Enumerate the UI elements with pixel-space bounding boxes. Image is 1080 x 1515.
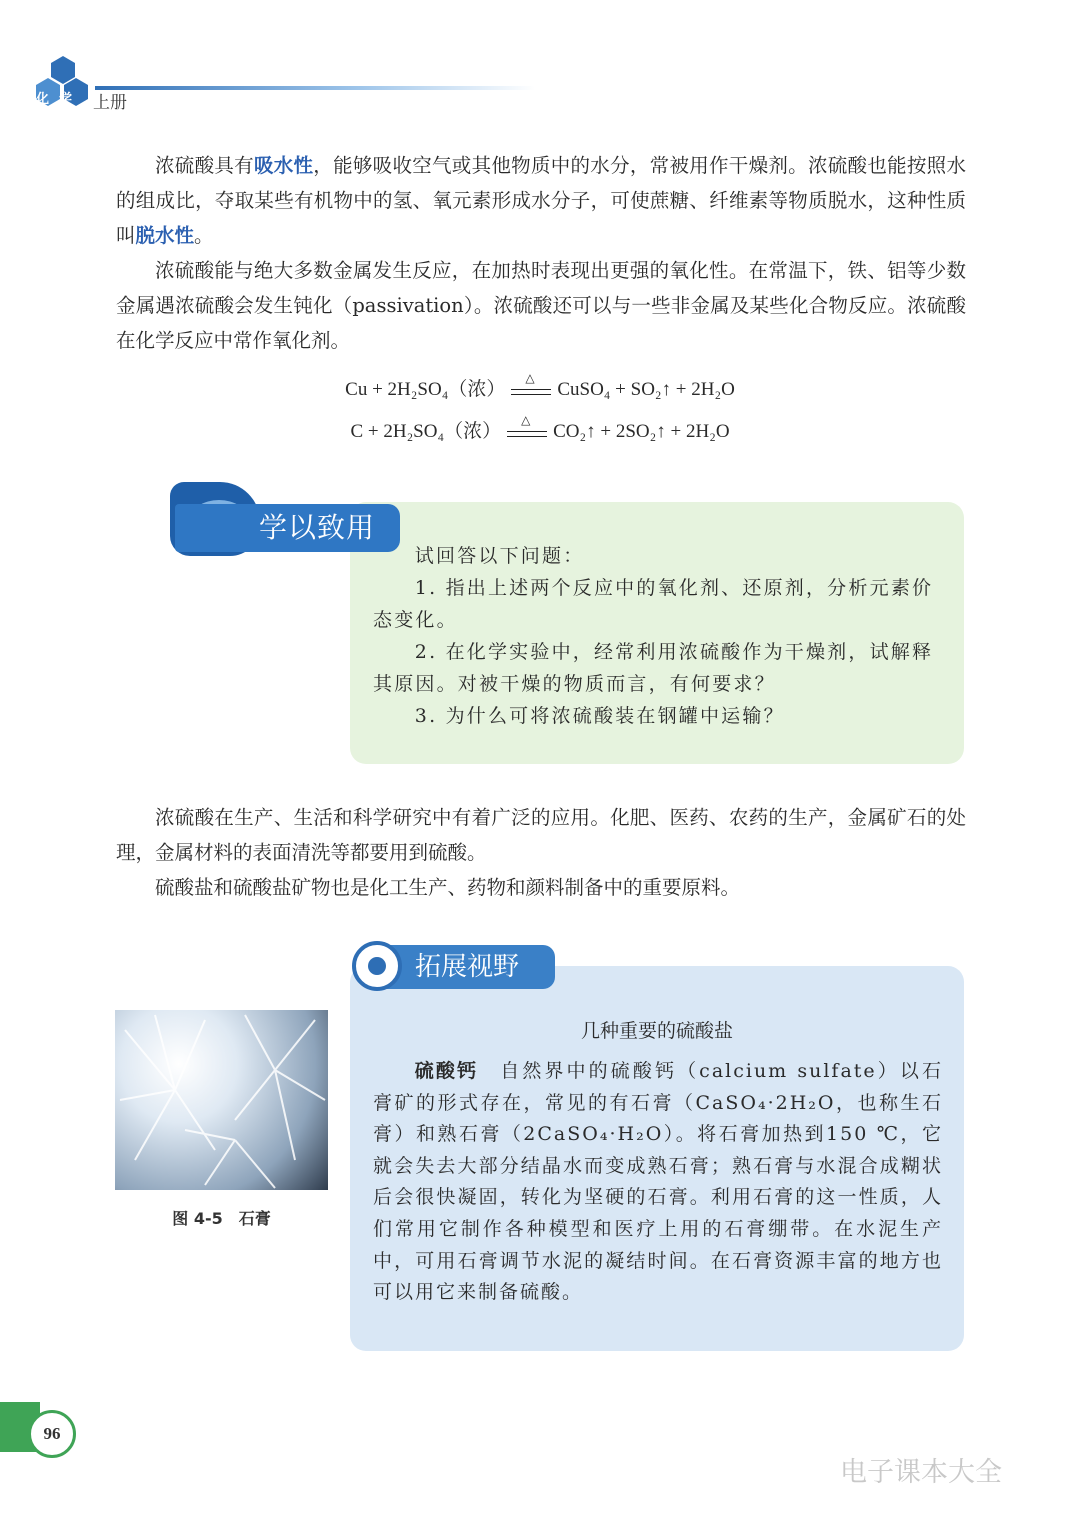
volume-label: 上册 [93,93,127,113]
extension-text [373,1056,943,1309]
gypsum-photo [115,1010,328,1190]
keyword-dehydration: 脱水性 [135,224,195,247]
practice-questions [373,540,943,732]
intro-paragraph-1: 浓硫酸具有吸水性，能够吸收空气或其他物质中的水分，常被用作干燥剂。浓硫酸也能按照水的组成比，夺取某些有机物中的氢、氧元素形成水分子，可使蔗糖、纤维素等物质脱水，这种性质叫脱水性。 [116,154,966,247]
page-number: 96 [28,1410,76,1458]
practice-question-1: 1. 指出上述两个反应中的氧化剂、还原剂，分析元素价态变化。 [373,577,934,631]
practice-question-2: 2. 在化学实验中，经常利用浓硫酸作为干燥剂，试解释其原因。对被干燥的物质而言，有何要求？ [373,641,934,695]
practice-question-3: 3. 为什么可将浓硫酸装在钢罐中运输？ [414,705,785,727]
subject-badge: 化学 [36,92,83,107]
term-calcium-sulfate: 硫酸钙 [414,1060,479,1082]
extension-title: 拓展视野 [355,945,555,989]
header-rule [95,86,535,90]
practice-intro: 试回答以下问题： [414,545,585,567]
applications-text [116,800,966,905]
intro-text [116,148,966,358]
watermark: 电子课本大全 [840,1457,1002,1488]
equation-2: C + 2H₂SO₄（浓） △ CO₂↑ + 2SO₂↑ + 2H₂O [350,412,730,442]
extension-body: 自然界中的硫酸钙（calcium sulfate）以石膏矿的形式存在，常见的有石膏（CaSO₄·2H₂O，也称生石膏）和熟石膏（2CaSO₄·H₂O）。将石膏加热到150 ℃，它就会失去大部分结晶水而变成熟石膏；熟石膏与水混合成糊状后会很快凝固，转化为坚硬的石膏。利用石膏的这一性质，人们常用它制作各种模型和医疗上用的石膏绷带。在水泥生产中，可用石膏调节水泥的凝结时间。在石膏资源丰富的地方也可以用它来制备硫酸。 [373,1060,943,1304]
intro-paragraph-2: 浓硫酸能与绝大多数金属发生反应，在加热时表现出更强的氧化性。在常温下，铁、铝等少数金属遇浓硫酸会发生钝化（passivation）。浓硫酸还可以与一些非金属及某些化合物反应。浓硫酸在化学反应中常作氧化剂。 [116,259,966,352]
keyword-hygroscopic: 吸水性 [253,154,314,177]
applications-paragraph-1: 浓硫酸在生产、生活和科学研究中有着广泛的应用。化肥、医药、农药的生产，金属矿石的处理，金属材料的表面清洗等都要用到硫酸。 [116,806,966,864]
eye-pupil [368,957,386,975]
heat-condition-icon: △ [509,381,553,401]
practice-title: 学以致用 [175,504,400,552]
heat-condition-icon: △ [505,423,549,443]
extension-heading: 几种重要的硫酸盐 [580,1020,733,1042]
figure-caption: 图 4-5 石膏 [172,1209,271,1228]
applications-paragraph-2: 硫酸盐和硫酸盐矿物也是化工生产、药物和颜料制备中的重要原料。 [155,876,741,899]
equation-1: Cu + 2H₂SO₄（浓） △ CuSO₄ + SO₂↑ + 2H₂O [345,370,735,400]
